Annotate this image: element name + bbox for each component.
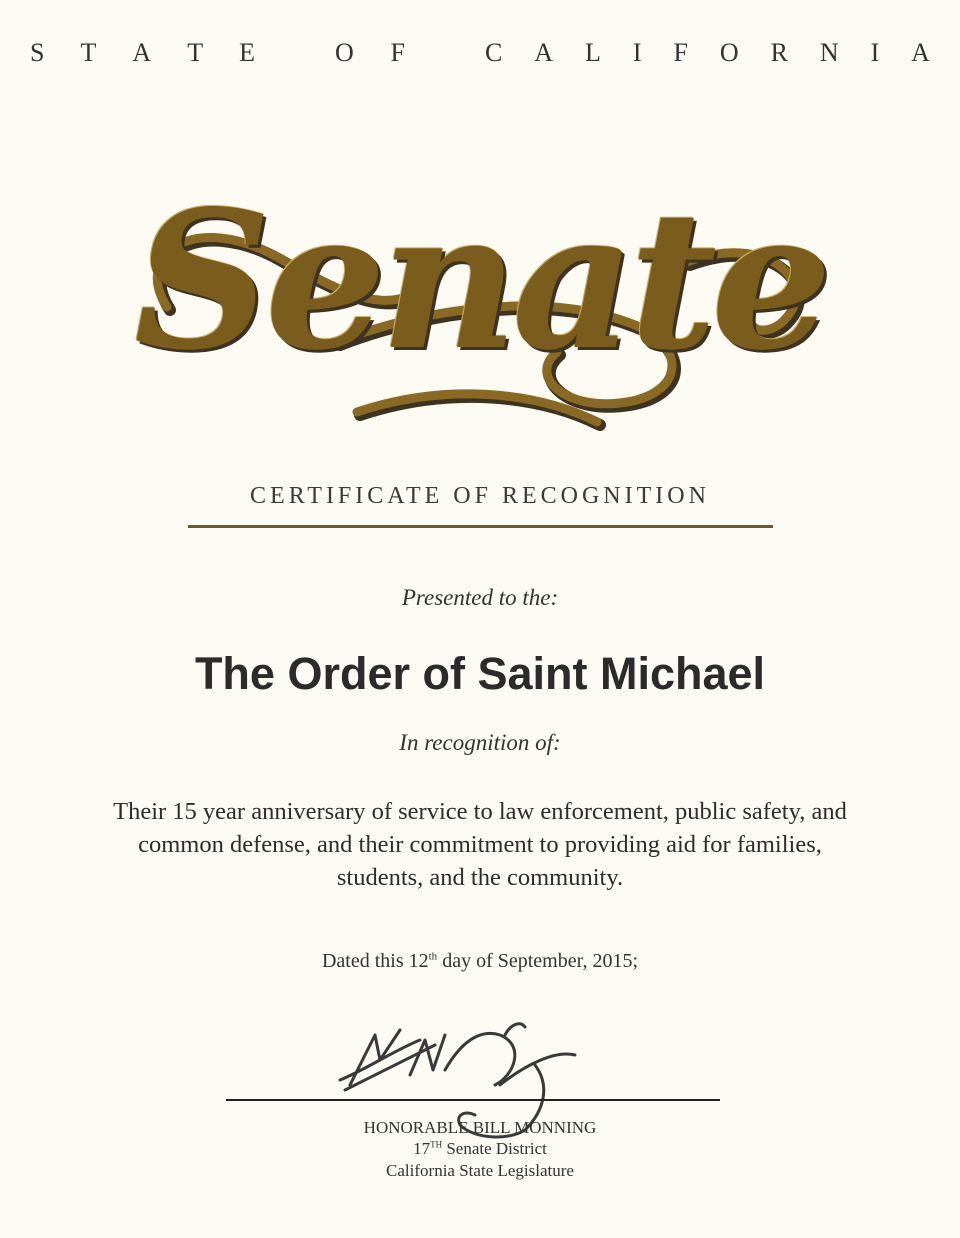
state-word bbox=[30, 38, 255, 68]
state-of-california-header bbox=[30, 38, 930, 68]
california-word bbox=[485, 38, 930, 68]
header-letter: I bbox=[632, 38, 642, 67]
header-letter: I bbox=[870, 38, 880, 67]
signature-line bbox=[226, 1099, 720, 1101]
title-divider bbox=[188, 525, 773, 528]
header-letter: F bbox=[390, 38, 405, 67]
signatory-name: HONORABLE BILL MONNING bbox=[363, 1118, 597, 1137]
citation-text bbox=[20, 795, 940, 894]
signatory-district bbox=[0, 1138, 960, 1159]
header-letter: O bbox=[335, 38, 354, 67]
recipient-name: The Order of Saint Michael bbox=[194, 648, 766, 699]
header-letter: A bbox=[132, 38, 152, 67]
certificate-title: CERTIFICATE OF RECOGNITION bbox=[250, 483, 710, 509]
header-letter: O bbox=[719, 38, 739, 67]
date-line bbox=[0, 950, 960, 973]
citation-line: common defense, and their commitment to providing aid for families, bbox=[138, 831, 822, 859]
senate-wordmark: Senate bbox=[134, 168, 826, 392]
header-letter: E bbox=[239, 38, 255, 67]
presented-label: Presented to the: bbox=[401, 585, 559, 610]
citation-line: Their 15 year anniversary of service to law enforcement, public safety, and bbox=[113, 798, 847, 825]
district-number: 17 bbox=[413, 1139, 431, 1159]
district-label: Senate District bbox=[442, 1139, 547, 1159]
header-letter: T bbox=[80, 38, 97, 67]
date-ordinal: th bbox=[428, 950, 438, 963]
header-letter: L bbox=[585, 38, 601, 67]
header-letter: A bbox=[534, 38, 554, 67]
citation-line: students, and the community. bbox=[336, 864, 624, 892]
recognition-label: In recognition of: bbox=[399, 730, 561, 755]
header-letter: N bbox=[819, 38, 839, 67]
of-word bbox=[335, 38, 405, 68]
header-letter: A bbox=[911, 38, 930, 67]
signatory-body: California State Legislature bbox=[386, 1160, 574, 1180]
district-ordinal: TH bbox=[430, 1139, 443, 1150]
header-letter: F bbox=[673, 38, 688, 67]
date-prefix: Dated this 12 bbox=[321, 950, 429, 972]
signatory-block bbox=[0, 1117, 960, 1181]
senate-emblem bbox=[130, 95, 830, 465]
header-letter: T bbox=[187, 38, 204, 67]
header-letter: C bbox=[485, 38, 503, 67]
header-letter: R bbox=[770, 38, 788, 67]
header-letter: S bbox=[30, 38, 45, 67]
date-rest: day of September, 2015; bbox=[437, 950, 639, 972]
